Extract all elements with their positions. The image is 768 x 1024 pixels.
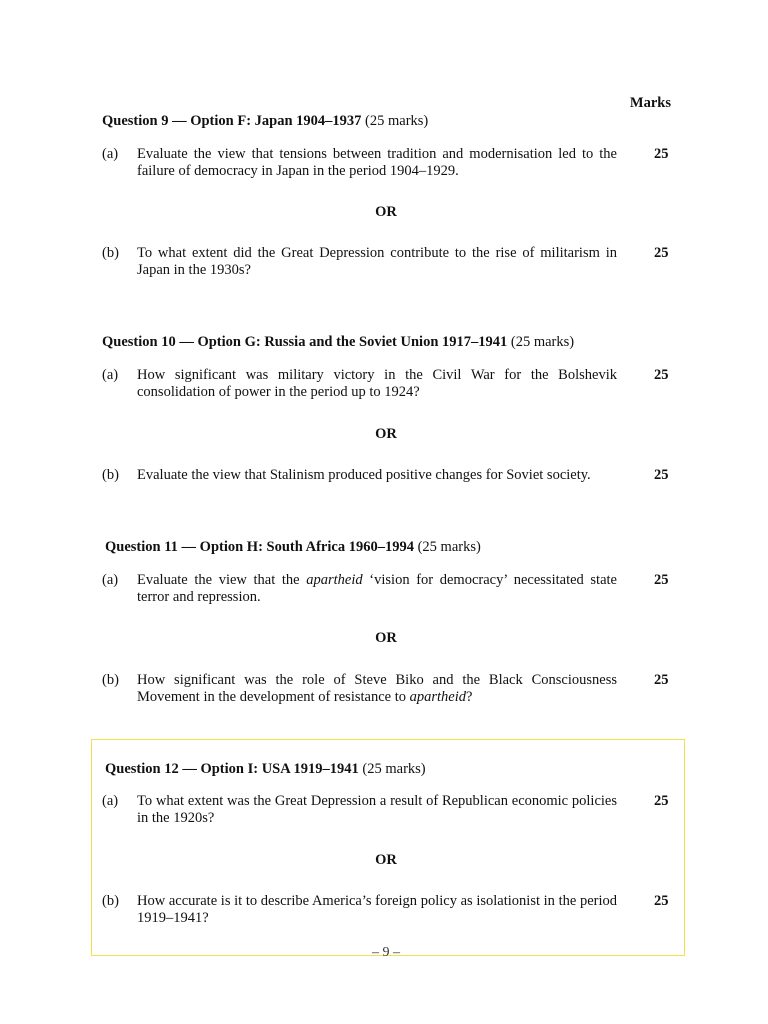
question-12-marks-note: (25 marks) <box>362 761 426 777</box>
part-mark: 25 <box>654 793 669 809</box>
part-mark: 25 <box>654 146 669 162</box>
question-11-heading <box>105 538 481 556</box>
part-text <box>137 672 617 706</box>
question-10-heading <box>102 333 574 351</box>
part-text-before: How significant was the role of Steve Biko and the Black Consciousness Movement in the development of resistance to <box>137 672 617 705</box>
marks-column-heading: Marks <box>629 95 671 111</box>
part-text: Evaluate the view that Stalinism produced positive changes for Soviet society. <box>137 467 591 483</box>
part-letter: (b) <box>102 893 119 909</box>
part-text: How accurate is it to describe America’s foreign policy as isolationist in the period 1919–1941? <box>137 893 617 926</box>
question-9-marks-note: (25 marks) <box>365 113 429 129</box>
part-text-before: Evaluate the view that the <box>137 572 307 588</box>
question-10-title: Question 10 — Option G: Russia and the Soviet Union 1917–1941 <box>102 334 508 350</box>
question-9-title: Question 9 — Option F: Japan 1904–1937 <box>102 113 362 129</box>
question-12-heading <box>105 760 426 778</box>
part-text-italic: apartheid <box>409 689 466 705</box>
part-text <box>137 572 617 606</box>
part-letter: (b) <box>102 467 119 483</box>
part-mark: 25 <box>654 893 669 909</box>
part-mark: 25 <box>654 467 669 483</box>
page-number: – 9 – <box>372 945 400 960</box>
part-mark: 25 <box>654 367 669 383</box>
part-text: To what extent was the Great Depression a result of Republican economic policies in the 1920s? <box>137 793 617 826</box>
part-mark: 25 <box>654 672 669 688</box>
part-mark: 25 <box>654 245 669 261</box>
question-12-title: Question 12 — Option I: USA 1919–1941 <box>105 761 359 777</box>
question-11-title: Question 11 — Option H: South Africa 1960–1994 <box>105 539 414 555</box>
part-text-after: ‘vision for democracy’ necessitated state terror and repression. <box>137 572 617 605</box>
part-letter: (a) <box>102 367 119 383</box>
part-text: How significant was military victory in the Civil War for the Bolshevik consolidation of power in the period up to 1924? <box>137 367 617 400</box>
question-11-marks-note: (25 marks) <box>417 539 481 555</box>
or-divider: OR <box>375 204 397 220</box>
part-text: To what extent did the Great Depression contribute to the rise of militarism in Japan in the 1930s? <box>137 245 617 278</box>
part-mark: 25 <box>654 572 669 588</box>
question-9-heading <box>102 112 428 130</box>
or-divider: OR <box>375 426 397 442</box>
part-letter: (b) <box>102 245 119 261</box>
part-letter: (a) <box>102 146 119 162</box>
part-text-italic: apartheid <box>306 572 363 588</box>
part-letter: (a) <box>102 572 119 588</box>
part-letter: (a) <box>102 793 119 809</box>
or-divider: OR <box>375 630 397 646</box>
part-text: Evaluate the view that tensions between tradition and modernisation led to the failure of democracy in Japan in the period 1904–1929. <box>137 146 617 179</box>
or-divider: OR <box>375 852 397 868</box>
part-text-after: ? <box>466 689 473 705</box>
part-letter: (b) <box>102 672 119 688</box>
question-10-marks-note: (25 marks) <box>510 334 575 350</box>
